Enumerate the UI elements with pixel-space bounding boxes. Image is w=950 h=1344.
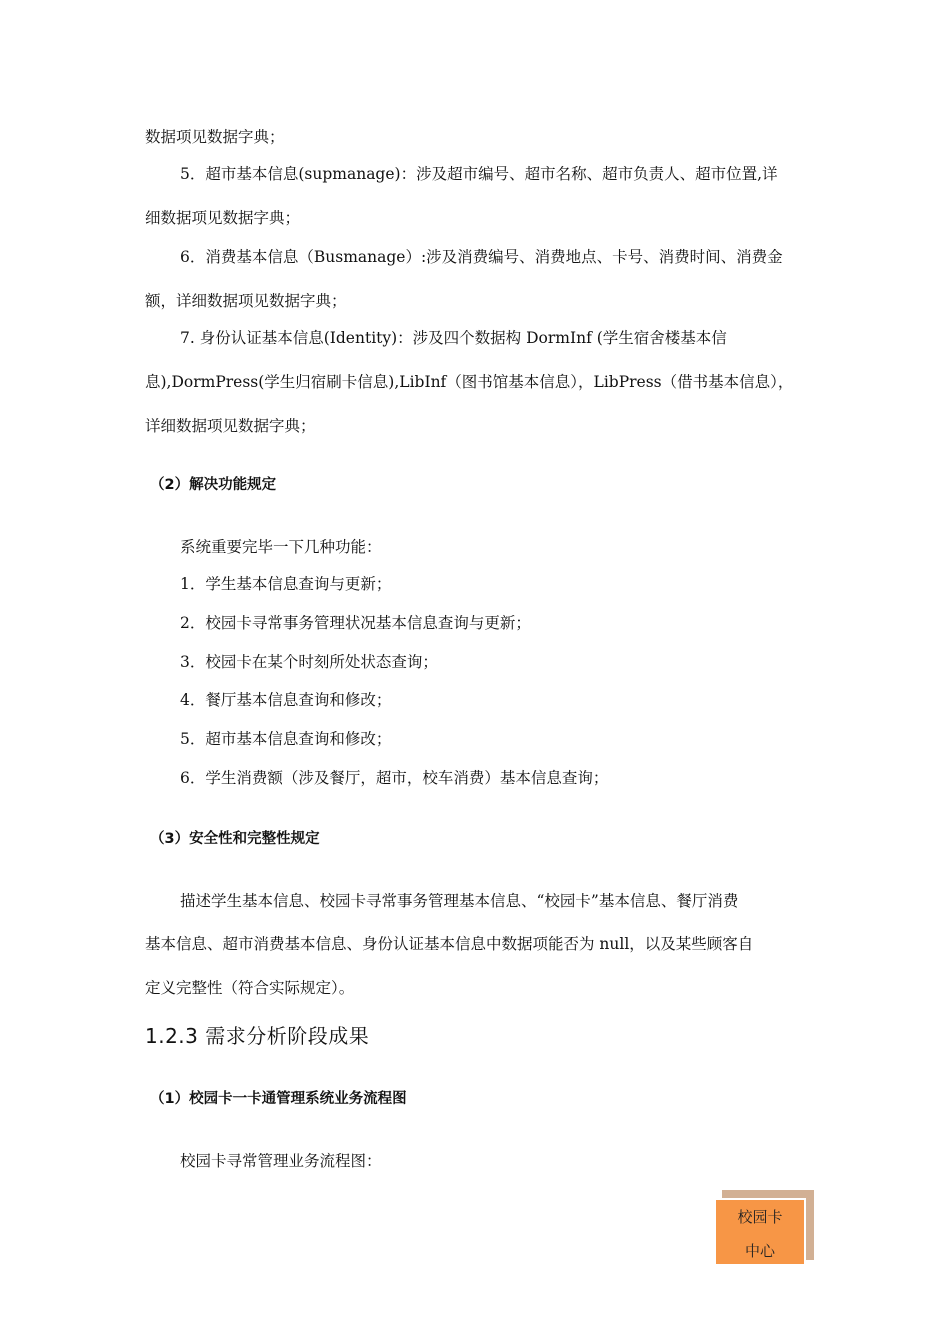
- paragraph-line: 定义完整性（符合实际规定）。: [145, 979, 355, 997]
- list-item: 2．校园卡寻常事务管理状况基本信息查询与更新；: [180, 614, 531, 632]
- paragraph-line: 数据项见数据字典；: [145, 128, 285, 146]
- paragraph-line: 5．超市基本信息(supmanage)：涉及超市编号、超市名称、超市负责人、超市位置,详: [180, 165, 778, 183]
- list-item: 5．超市基本信息查询和修改；: [180, 730, 392, 748]
- section-intro: 系统重要完毕一下几种功能：: [180, 538, 382, 556]
- list-item: 6．学生消费额（涉及餐厅，超市，校车消费）基本信息查询；: [180, 769, 609, 787]
- flowchart-node-campus-card-center: [714, 1198, 806, 1266]
- subsection-heading: （1）校园卡一卡通管理系统业务流程图: [150, 1091, 407, 1107]
- paragraph-line: 细数据项见数据字典；: [145, 209, 301, 227]
- paragraph-line: 详细数据项见数据字典；: [145, 417, 316, 435]
- paragraph-line: 7. 身份认证基本信息(Identity)：涉及四个数据构 DormInf (学生宿舍楼基本信: [180, 329, 727, 347]
- list-item: 3．校园卡在某个时刻所处状态查询；: [180, 653, 438, 671]
- section-heading: （3）安全性和完整性规定: [150, 831, 320, 847]
- paragraph-line: 6．消费基本信息（Busmanage）:涉及消费编号、消费地点、卡号、消费时间、消费金: [180, 248, 783, 266]
- paragraph-line: 描述学生基本信息、校园卡寻常事务管理基本信息、“校园卡”基本信息、餐厅消费: [180, 892, 739, 910]
- list-item: 1．学生基本信息查询与更新；: [180, 575, 392, 593]
- section-title: 1.2.3 需求分析阶段成果: [145, 1024, 370, 1048]
- figure-caption: 校园卡寻常管理业务流程图：: [180, 1152, 382, 1170]
- node-label-line1: 校园卡: [737, 1208, 783, 1226]
- list-item: 4．餐厅基本信息查询和修改；: [180, 691, 392, 709]
- paragraph-line: 基本信息、超市消费基本信息、身份认证基本信息中数据项能否为 null，以及某些顾客自: [145, 935, 754, 953]
- section-heading: （2）解决功能规定: [150, 477, 277, 493]
- paragraph-line: 额，详细数据项见数据字典；: [145, 292, 347, 310]
- paragraph-line: 息),DormPress(学生归宿刷卡信息),LibInf（图书馆基本信息），LibPress（借书基本信息），: [145, 373, 794, 391]
- node-label-line2: 中心: [744, 1242, 775, 1260]
